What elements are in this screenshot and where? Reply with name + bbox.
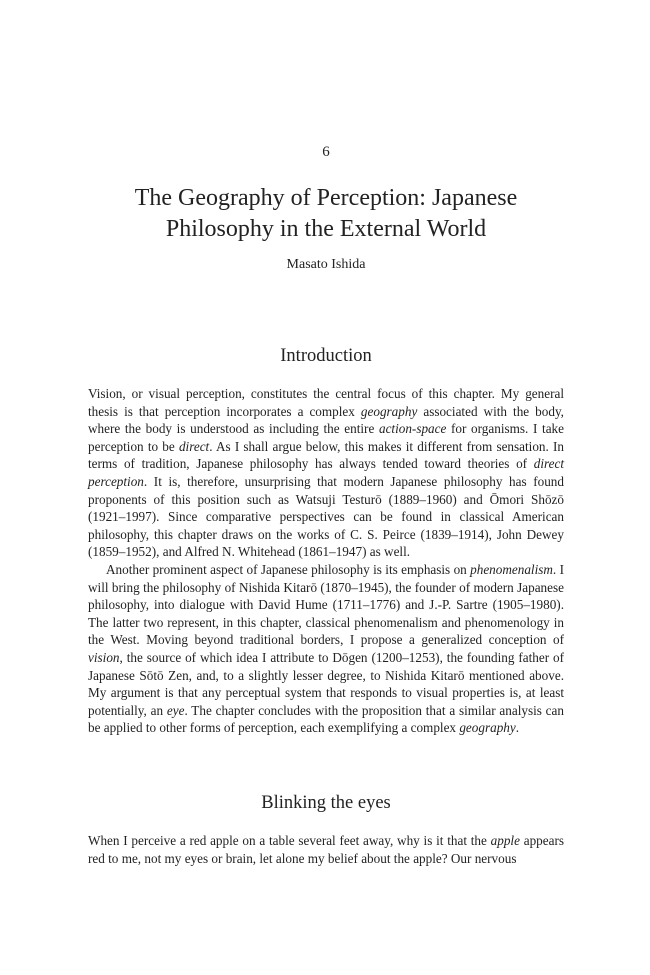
introduction-body bbox=[88, 385, 564, 737]
blinking-body bbox=[88, 832, 564, 867]
author-name: Masato Ishida bbox=[286, 257, 366, 272]
chapter-title bbox=[88, 183, 564, 245]
chapter-title-line-2: Philosophy in the External World bbox=[165, 216, 487, 242]
emphasis: eye bbox=[166, 702, 185, 718]
emphasis: apple bbox=[490, 833, 520, 848]
emphasis: phenomenalism bbox=[470, 561, 553, 577]
chapter-number: 6 bbox=[322, 144, 330, 160]
paragraph: Vision, or visual perception, constitutes the central focus of this chapter. My general thesis is that perception incorporates a complex geography associated with the body, where the body is understood as including the entire action-space for organisms. I take perception to be direct. As I shall argue below, this makes it different from sensation. In terms of tradition, Japanese philosophy has always tended toward theories of direct perception. It is, therefore, unsurprising that modern Japanese philosophy has found proponents of this position such as Watsuji Testurō (1889–1960) and Ōmori Shōzō (1921–1997). Since comparative perspectives can be found in classical American philosophy, this chapter draws on the works of C. S. Peirce (1839–1914), John Dewey (1859–1952), and Alfred N. Whitehead (1861–1947) as well. bbox=[88, 386, 564, 560]
section-heading-introduction: Introduction bbox=[280, 346, 372, 366]
emphasis: geography bbox=[459, 720, 516, 736]
section-heading-blinking: Blinking the eyes bbox=[261, 793, 391, 813]
emphasis: direct bbox=[178, 438, 210, 454]
paragraph: Another prominent aspect of Japanese philosophy is its emphasis on phenomenalism. I will bring the philosophy of Nishida Kitarō (1870–1945), the founder of modern Japanese philosophy, into dialogue with David Hume (1711–1776) and J.-P. Sartre (1905–1980). The latter two represent, in this chapter, classical phenomenalism and phenomenology in the West. Moving beyond traditional borders, I propose a generalized conception of vision, the source of which idea I attribute to Dōgen (1200–1253), the founding father of Japanese Sōtō Zen, and, to a slightly lesser degree, to Nishida Kitarō mentioned above. My argument is that any perceptual system that responds to visual properties is, at least potentially, an eye. The chapter concludes with the proposition that a similar analysis can be applied to other forms of perception, each exemplifying a complex geography. bbox=[88, 561, 564, 736]
paragraph: When I perceive a red apple on a table several feet away, why is it that the apple appears red to me, not my eyes or brain, let alone my belief about the apple? Our nervous bbox=[88, 833, 564, 866]
emphasis: vision bbox=[88, 649, 120, 665]
emphasis: action-space bbox=[378, 421, 447, 437]
emphasis: geography bbox=[360, 403, 418, 419]
emphasis: direct perception bbox=[88, 456, 564, 489]
chapter-title-line-1: The Geography of Perception: Japanese bbox=[134, 185, 518, 211]
